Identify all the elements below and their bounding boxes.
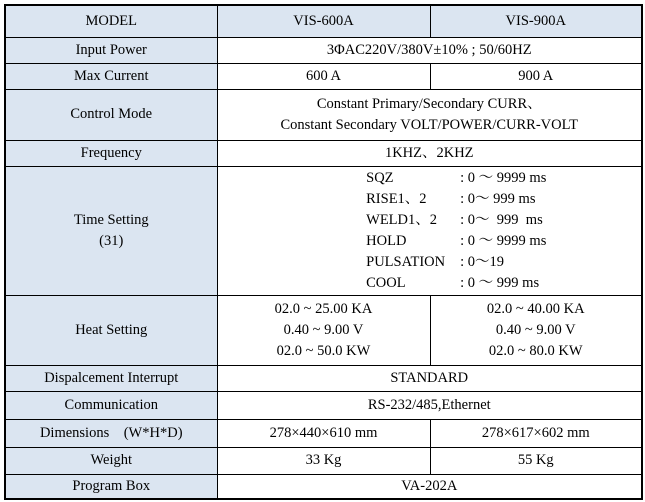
- value-weight-a: 33 Kg: [217, 447, 430, 474]
- time-item-value: : 0～19: [460, 253, 505, 270]
- value-max-current-a: 600 A: [217, 63, 430, 89]
- value-heat-setting-a: [217, 295, 430, 365]
- time-item-value: : 0 ～ 999 ms: [460, 274, 540, 291]
- time-item-value: : 0～ 999 ms: [460, 211, 543, 228]
- label-max-current: Max Current: [5, 63, 217, 89]
- label-communication: Communication: [5, 391, 217, 419]
- value-dimensions-a: 278×440×610 mm: [217, 419, 430, 447]
- heat-b-power: 02.0 ~ 80.0 KW: [488, 342, 583, 359]
- value-time-setting: [217, 166, 642, 295]
- value-displacement-interrupt: STANDARD: [217, 365, 642, 391]
- row-heat-setting: [5, 295, 642, 365]
- value-communication: RS-232/485,Ethernet: [217, 391, 642, 419]
- time-item-key: COOL: [366, 274, 406, 291]
- heat-b-voltage: 0.40 ~ 9.00 V: [495, 321, 576, 338]
- control-mode-line-1: Constant Primary/Secondary CURR、: [316, 95, 542, 112]
- time-item-key: SQZ: [366, 169, 394, 186]
- time-setting-item: [366, 231, 546, 252]
- header-vis-900a: VIS-900A: [430, 5, 642, 37]
- row-max-current: [5, 63, 642, 89]
- header-vis-600a: VIS-600A: [217, 5, 430, 37]
- label-dimensions: Dimensions (W*H*D): [5, 419, 217, 447]
- label-control-mode: Control Mode: [5, 89, 217, 140]
- label-program-box: Program Box: [5, 474, 217, 499]
- time-setting-item: [366, 189, 546, 210]
- label-time-setting: [5, 166, 217, 295]
- label-input-power: Input Power: [5, 37, 217, 63]
- time-item-key: PULSATION: [366, 253, 446, 270]
- time-item-key: HOLD: [366, 232, 407, 249]
- row-input-power: [5, 37, 642, 63]
- row-weight: [5, 447, 642, 474]
- heat-a-voltage: 0.40 ~ 9.00 V: [283, 321, 364, 338]
- row-time-setting: [5, 166, 642, 295]
- header-model: MODEL: [5, 5, 217, 37]
- value-program-box: VA-202A: [217, 474, 642, 499]
- time-item-value: : 0～ 999 ms: [460, 190, 536, 207]
- time-item-key: RISE1、2: [366, 190, 427, 207]
- row-displacement-interrupt: [5, 365, 642, 391]
- time-item-key: WELD1、2: [366, 211, 438, 228]
- value-dimensions-b: 278×617×602 mm: [430, 419, 642, 447]
- heat-b-current: 02.0 ~ 40.00 KA: [486, 300, 585, 317]
- time-setting-label: Time Setting: [73, 211, 149, 228]
- time-setting-list: [366, 168, 546, 294]
- heat-a-power: 02.0 ~ 50.0 KW: [276, 342, 371, 359]
- time-setting-item: [366, 273, 546, 294]
- spec-table: [4, 4, 643, 500]
- time-item-value: : 0 ～ 9999 ms: [460, 169, 547, 186]
- time-setting-item: [366, 168, 546, 189]
- heat-a-current: 02.0 ~ 25.00 KA: [274, 300, 373, 317]
- value-input-power: 3ΦAC220V/380V±10% ; 50/60HZ: [217, 37, 642, 63]
- label-frequency: Frequency: [5, 140, 217, 166]
- row-program-box: [5, 474, 642, 499]
- label-weight: Weight: [5, 447, 217, 474]
- header-row: [5, 5, 642, 37]
- value-max-current-b: 900 A: [430, 63, 642, 89]
- control-mode-line-2: Constant Secondary VOLT/POWER/CURR-VOLT: [280, 116, 579, 133]
- row-communication: [5, 391, 642, 419]
- row-control-mode: [5, 89, 642, 140]
- time-setting-item: [366, 210, 546, 231]
- label-displacement-interrupt: Dispalcement Interrupt: [5, 365, 217, 391]
- time-setting-count: (31): [99, 232, 124, 249]
- row-dimensions: [5, 419, 642, 447]
- row-frequency: [5, 140, 642, 166]
- value-frequency: 1KHZ、2KHZ: [217, 140, 642, 166]
- time-setting-item: [366, 252, 546, 273]
- value-weight-b: 55 Kg: [430, 447, 642, 474]
- label-heat-setting: Heat Setting: [5, 295, 217, 365]
- value-heat-setting-b: [430, 295, 642, 365]
- time-item-value: : 0 ～ 9999 ms: [460, 232, 547, 249]
- value-control-mode: [217, 89, 642, 140]
